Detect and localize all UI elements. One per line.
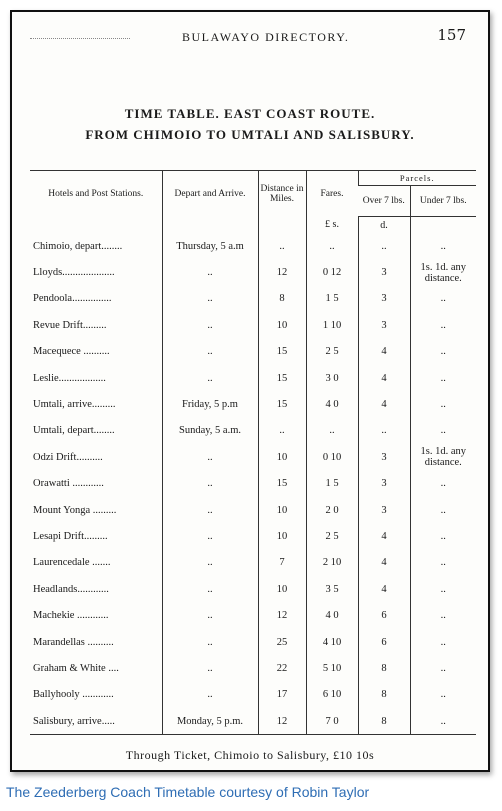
scanned-page: [10, 10, 490, 772]
distance-cell: 10: [258, 312, 306, 338]
distance-cell: 22: [258, 655, 306, 681]
station-cell: Laurencedale .......: [33, 557, 111, 569]
image-caption: The Zeederberg Coach Timetable courtesy of Robin Taylor: [6, 784, 370, 800]
station-cell: Salisbury, arrive.....: [30, 708, 162, 735]
col-header-parcels: Parcels.: [358, 171, 476, 186]
parcel-over-cell: 8: [358, 682, 410, 708]
fares-cell: 2 0: [306, 497, 358, 523]
fares-unit: £ s.: [306, 217, 358, 234]
distance-cell: 15: [258, 471, 306, 497]
parcel-over-cell: 4: [358, 365, 410, 391]
parcel-under-cell: ..: [410, 391, 476, 417]
parcel-over-cell: 3: [358, 286, 410, 312]
distance-cell: 12: [258, 708, 306, 735]
parcel-over-cell: 4: [358, 391, 410, 417]
header-rule: [30, 38, 130, 39]
table-row: [30, 312, 476, 338]
parcel-under-cell: ..: [410, 550, 476, 576]
fares-cell: 0 12: [306, 259, 358, 285]
parcel-over-cell: 3: [358, 497, 410, 523]
station-cell: Orawatti ............: [33, 478, 104, 490]
parcel-under-cell: ..: [410, 497, 476, 523]
depart-cell: ..: [162, 602, 258, 628]
station-cell: Marandellas ..........: [33, 636, 114, 648]
distance-cell: ..: [258, 233, 306, 259]
depart-cell: ..: [162, 576, 258, 602]
parcel-under-cell: ..: [410, 339, 476, 365]
directory-title: BULAWAYO DIRECTORY.: [182, 30, 350, 44]
depart-cell: ..: [162, 523, 258, 549]
depart-cell: Friday, 5 p.m: [162, 391, 258, 417]
fares-cell: 4 10: [306, 629, 358, 655]
col-header-under: Under 7 lbs.: [410, 186, 476, 217]
table-row: [30, 550, 476, 576]
fares-cell: 3 0: [306, 365, 358, 391]
distance-cell: 25: [258, 629, 306, 655]
parcel-under-cell: ..: [410, 629, 476, 655]
station-cell: Machekie ............: [33, 610, 109, 622]
fares-cell: 1 5: [306, 471, 358, 497]
parcel-over-cell: 3: [358, 312, 410, 338]
station-cell: Headlands............: [33, 583, 109, 595]
parcel-under-cell: ..: [410, 523, 476, 549]
parcel-under-cell: ..: [410, 602, 476, 628]
parcel-over-cell: 4: [358, 576, 410, 602]
distance-cell: 10: [258, 444, 306, 470]
depart-cell: ..: [162, 286, 258, 312]
fares-cell: 4 0: [306, 391, 358, 417]
parcel-under-cell: 1s. 1d. any distance.: [410, 444, 476, 470]
parcel-over-cell: 6: [358, 602, 410, 628]
parcel-under-cell: ..: [410, 708, 476, 735]
station-cell: Umtali, arrive.........: [33, 399, 116, 411]
page-header: [12, 26, 488, 52]
table-row: [30, 391, 476, 417]
fares-cell: 2 5: [306, 523, 358, 549]
depart-cell: ..: [162, 339, 258, 365]
fares-cell: ..: [306, 233, 358, 259]
distance-cell: 10: [258, 576, 306, 602]
parcel-under-cell: ..: [410, 312, 476, 338]
distance-cell: 15: [258, 339, 306, 365]
depart-cell: Thursday, 5 a.m: [162, 233, 258, 259]
fares-cell: 4 0: [306, 602, 358, 628]
parcel-under-cell: ..: [410, 365, 476, 391]
table-row: [30, 365, 476, 391]
distance-cell: 10: [258, 523, 306, 549]
parcel-under-cell: ..: [410, 418, 476, 444]
station-cell: Lesapi Drift.........: [33, 530, 108, 542]
station-cell: Revue Drift.........: [33, 319, 107, 331]
timetable: [30, 170, 476, 735]
depart-cell: ..: [162, 497, 258, 523]
fares-cell: 0 10: [306, 444, 358, 470]
distance-cell: 15: [258, 391, 306, 417]
table-row: [30, 259, 476, 285]
table-row: [30, 708, 476, 735]
distance-cell: ..: [258, 418, 306, 444]
parcel-over-cell: 8: [358, 655, 410, 681]
parcel-under-cell: ..: [410, 576, 476, 602]
depart-cell: ..: [162, 550, 258, 576]
station-cell: Graham & White ....: [33, 662, 119, 674]
depart-cell: ..: [162, 444, 258, 470]
distance-cell: 17: [258, 682, 306, 708]
fares-cell: 6 10: [306, 682, 358, 708]
station-cell: Chimoio, depart........: [33, 240, 123, 252]
station-cell: Leslie..................: [33, 372, 106, 384]
fares-cell: 1 5: [306, 286, 358, 312]
parcel-under-cell: ..: [410, 471, 476, 497]
parcel-over-cell: 6: [358, 629, 410, 655]
over-unit: d.: [358, 217, 410, 234]
depart-cell: ..: [162, 682, 258, 708]
distance-cell: 7: [258, 550, 306, 576]
station-cell: Mount Yonga .........: [33, 504, 117, 516]
fares-cell: 5 10: [306, 655, 358, 681]
station-cell: Umtali, depart........: [33, 425, 115, 437]
parcel-over-cell: ..: [358, 418, 410, 444]
page-number: 157: [437, 26, 466, 44]
table-row: [30, 655, 476, 681]
station-cell: Lloyds....................: [33, 267, 115, 279]
fares-cell: 7 0: [306, 708, 358, 735]
station-cell: Macequece ..........: [33, 346, 110, 358]
depart-cell: ..: [162, 655, 258, 681]
parcel-over-cell: ..: [358, 233, 410, 259]
through-ticket: Through Ticket, Chimoio to Salisbury, £10 10s: [125, 748, 375, 762]
table-row: [30, 682, 476, 708]
station-cell: Odzi Drift..........: [33, 451, 103, 463]
depart-cell: ..: [162, 471, 258, 497]
station-cell: Pendoola...............: [33, 293, 112, 305]
parcel-under-cell: ..: [410, 682, 476, 708]
table-row: [30, 339, 476, 365]
fares-cell: 2 10: [306, 550, 358, 576]
parcel-over-cell: 4: [358, 523, 410, 549]
depart-cell: ..: [162, 259, 258, 285]
table-row: [30, 576, 476, 602]
col-header-fares: Fares.: [306, 171, 358, 217]
distance-cell: 8: [258, 286, 306, 312]
parcel-over-cell: 3: [358, 471, 410, 497]
depart-cell: ..: [162, 629, 258, 655]
parcel-over-cell: 4: [358, 339, 410, 365]
table-row: [30, 444, 476, 470]
distance-cell: 12: [258, 259, 306, 285]
table-row: [30, 629, 476, 655]
parcel-over-cell: 3: [358, 444, 410, 470]
table-row: [30, 497, 476, 523]
table-row: [30, 286, 476, 312]
col-header-distance: Distance in Miles.: [258, 171, 306, 217]
col-header-depart: Depart and Arrive.: [162, 171, 258, 217]
fares-cell: 2 5: [306, 339, 358, 365]
table-row: [30, 418, 476, 444]
depart-cell: Sunday, 5 a.m.: [162, 418, 258, 444]
station-cell: Ballyhooly ............: [33, 689, 114, 701]
distance-cell: 12: [258, 602, 306, 628]
col-header-over: Over 7 lbs.: [358, 186, 410, 217]
table-row: [30, 523, 476, 549]
timetable-body: [30, 233, 476, 735]
parcel-over-cell: 4: [358, 550, 410, 576]
col-header-station: Hotels and Post Stations.: [30, 171, 162, 217]
table-row: [30, 233, 476, 259]
parcel-under-cell: ..: [410, 286, 476, 312]
fares-cell: 1 10: [306, 312, 358, 338]
distance-cell: 10: [258, 497, 306, 523]
route-title: FROM CHIMOIO TO UMTALI AND SALISBURY.: [85, 127, 415, 142]
distance-cell: 15: [258, 365, 306, 391]
depart-cell: ..: [162, 365, 258, 391]
parcel-under-cell: ..: [410, 233, 476, 259]
parcel-over-cell: 3: [358, 259, 410, 285]
parcel-over-cell: 8: [358, 708, 410, 735]
fares-cell: ..: [306, 418, 358, 444]
table-row: [30, 471, 476, 497]
depart-cell: Monday, 5 p.m.: [162, 708, 258, 735]
fares-cell: 3 5: [306, 576, 358, 602]
timetable-title: TIME TABLE. EAST COAST ROUTE.: [124, 106, 376, 121]
depart-cell: ..: [162, 312, 258, 338]
parcel-under-cell: 1s. 1d. any distance.: [410, 259, 476, 285]
table-row: [30, 602, 476, 628]
parcel-under-cell: ..: [410, 655, 476, 681]
